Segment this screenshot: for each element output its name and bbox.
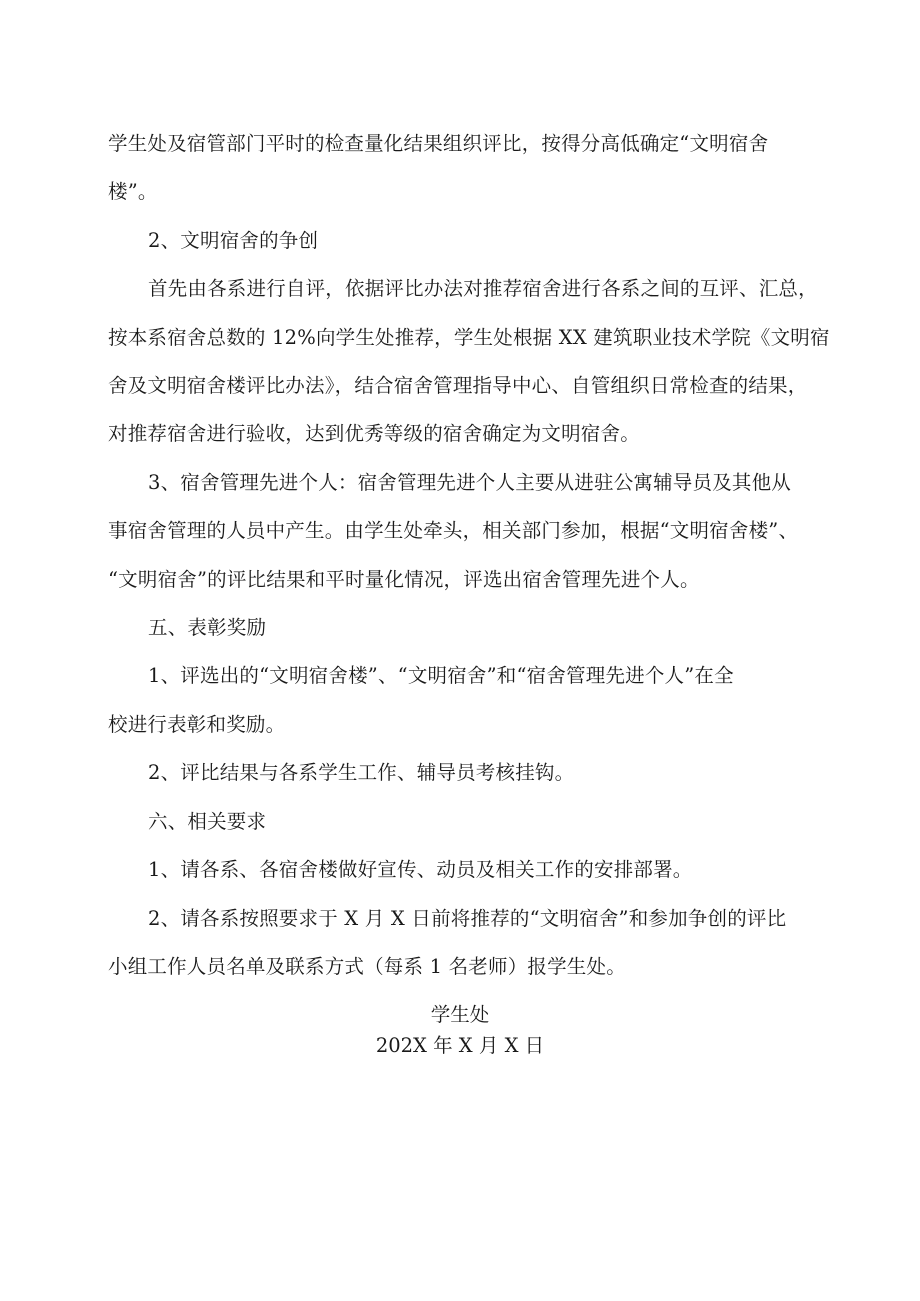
body-line: 对推荐宿舍进行验收，达到优秀等级的宿舍确定为文明宿舍。	[108, 422, 640, 445]
body-line: 2、请各系按照要求于 X 月 X 日前将推荐的“文明宿舍”和参加争创的评比	[148, 907, 787, 930]
section-heading: 五、表彰奖励	[148, 616, 267, 639]
body-line: 舍及文明宿舍楼评比办法》，结合宿舍管理指导中心、自管组织日常检查的结果，	[108, 374, 808, 397]
body-line: 1、评选出的“文明宿舍楼”、“文明宿舍”和“宿舍管理先进个人”在全	[148, 664, 734, 687]
signature-org: 学生处	[430, 1003, 490, 1026]
body-line: 校进行表彰和奖励。	[108, 713, 286, 736]
body-line: 学生处及宿管部门平时的检查量化结果组织评比，按得分高低确定“文明宿舍	[108, 132, 769, 155]
body-line: 首先由各系进行自评，依据评比办法对推荐宿舍进行各系之间的互评、汇总，	[148, 277, 818, 300]
body-line: 楼”。	[108, 180, 158, 203]
body-line: 1、请各系、各宿舍楼做好宣传、动员及相关工作的安排部署。	[148, 858, 693, 881]
body-line: 2、评比结果与各系学生工作、辅导员考核挂钩。	[148, 761, 575, 784]
section-heading: 六、相关要求	[148, 810, 267, 833]
body-line: 3、宿舍管理先进个人：宿舍管理先进个人主要从进驻公寓辅导员及其他从	[148, 471, 792, 494]
body-line: 小组工作人员名单及联系方式（每系 1 名老师）报学生处。	[108, 955, 626, 978]
body-line: 按本系宿舍总数的 12%向学生处推荐，学生处根据 XX 建筑职业技术学院《文明宿	[108, 326, 830, 349]
signature-date: 202X 年 X 月 X 日	[375, 1034, 545, 1057]
body-line: 事宿舍管理的人员中产生。由学生处牵头，相关部门参加，根据“文明宿舍楼”、	[108, 519, 799, 542]
section-heading: 2、文明宿舍的争创	[148, 229, 319, 252]
body-line: “文明宿舍”的评比结果和平时量化情况，评选出宿舍管理先进个人。	[108, 568, 700, 591]
